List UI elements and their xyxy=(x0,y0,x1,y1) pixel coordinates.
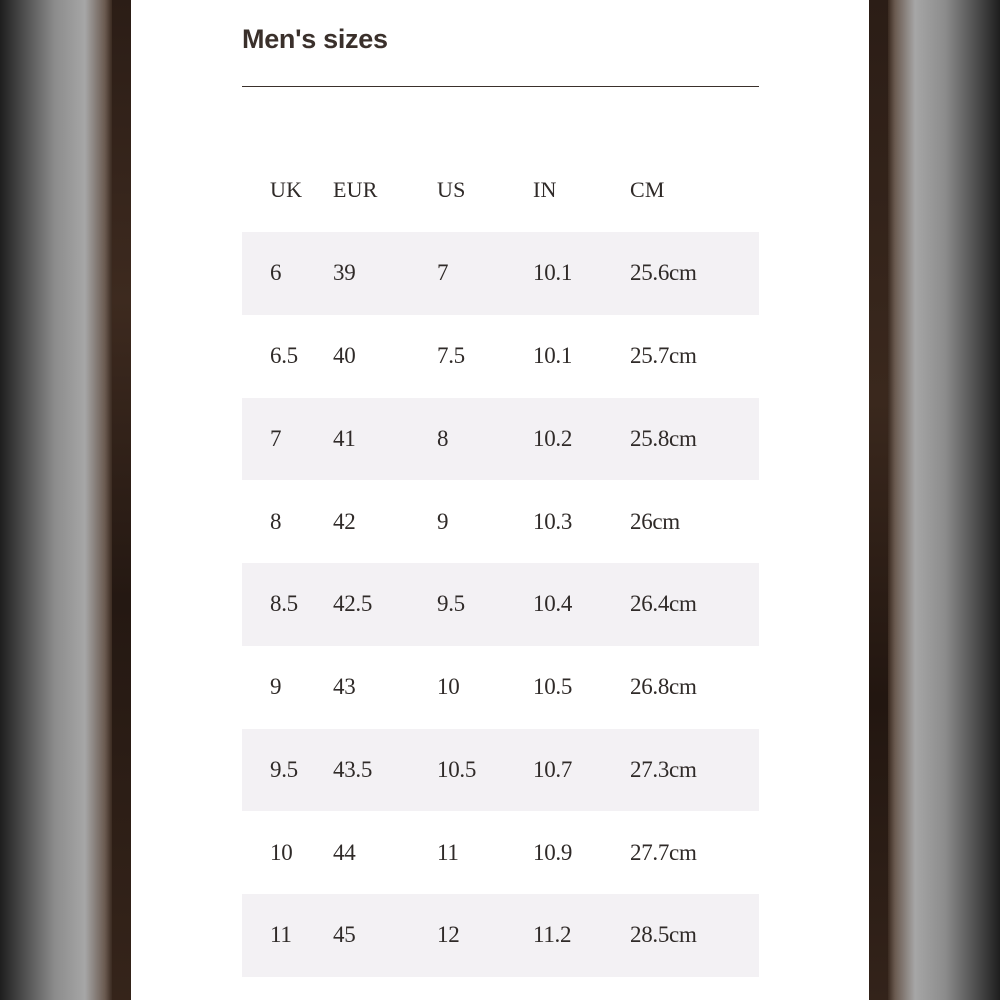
photo-frame-left xyxy=(112,0,131,1000)
cell-eur: 45 xyxy=(333,922,356,948)
cell-uk: 6.5 xyxy=(270,343,298,369)
cell-uk: 9.5 xyxy=(270,756,298,782)
cell-eur: 43.5 xyxy=(333,756,373,782)
cell-in: 10.2 xyxy=(533,425,573,451)
cell-cm: 27.7cm xyxy=(630,839,697,865)
cell-in: 10.1 xyxy=(533,260,573,286)
table-row xyxy=(242,315,759,398)
column-header-eur: EUR xyxy=(333,177,378,202)
cell-us: 7 xyxy=(437,260,449,286)
table-row xyxy=(242,646,759,729)
table-row xyxy=(242,398,759,481)
size-guide-card xyxy=(131,0,869,1000)
cell-eur: 42.5 xyxy=(333,591,373,617)
column-header-uk: UK xyxy=(270,177,303,202)
cell-uk: 9 xyxy=(270,674,282,700)
cell-uk: 7 xyxy=(270,425,282,451)
cell-us: 12 xyxy=(437,922,460,948)
cell-eur: 43 xyxy=(333,674,356,700)
cell-us: 7.5 xyxy=(437,343,465,369)
cell-uk: 8 xyxy=(270,508,282,534)
table-row xyxy=(242,729,759,812)
page-title: Men's sizes xyxy=(242,24,388,54)
cell-cm: 25.6cm xyxy=(630,260,697,286)
table-row xyxy=(242,811,759,894)
cell-us: 11 xyxy=(437,839,459,865)
cell-us: 9 xyxy=(437,508,449,534)
column-header-us: US xyxy=(437,177,466,202)
cell-in: 10.5 xyxy=(533,674,573,700)
cell-cm: 27.3cm xyxy=(630,756,697,782)
cell-eur: 44 xyxy=(333,839,356,865)
cell-us: 8 xyxy=(437,425,449,451)
title-divider xyxy=(242,86,759,87)
cell-cm: 25.7cm xyxy=(630,343,697,369)
cell-in: 10.9 xyxy=(533,839,573,865)
cell-in: 10.4 xyxy=(533,591,573,617)
cell-uk: 10 xyxy=(270,839,293,865)
cell-us: 10 xyxy=(437,674,460,700)
photo-frame-right xyxy=(869,0,888,1000)
column-header-cm: CM xyxy=(630,177,665,202)
table-row xyxy=(242,232,759,315)
cell-cm: 28.5cm xyxy=(630,922,697,948)
cell-eur: 40 xyxy=(333,343,356,369)
size-table xyxy=(242,148,759,977)
cell-in: 10.7 xyxy=(533,756,573,782)
cell-cm: 26.8cm xyxy=(630,674,697,700)
cell-cm: 25.8cm xyxy=(630,425,697,451)
table-header-row xyxy=(242,148,759,232)
cell-uk: 11 xyxy=(270,922,292,948)
cell-uk: 6 xyxy=(270,260,282,286)
cell-us: 9.5 xyxy=(437,591,465,617)
cell-eur: 42 xyxy=(333,508,356,534)
table-row xyxy=(242,894,759,977)
cell-eur: 39 xyxy=(333,260,356,286)
cell-us: 10.5 xyxy=(437,756,477,782)
cell-cm: 26.4cm xyxy=(630,591,697,617)
cell-in: 10.1 xyxy=(533,343,573,369)
cell-uk: 8.5 xyxy=(270,591,298,617)
table-row xyxy=(242,480,759,563)
cell-cm: 26cm xyxy=(630,508,680,534)
cell-in: 10.3 xyxy=(533,508,573,534)
table-body xyxy=(242,232,759,977)
table-row xyxy=(242,563,759,646)
cell-eur: 41 xyxy=(333,425,356,451)
cell-in: 11.2 xyxy=(533,922,572,948)
column-header-in: IN xyxy=(533,177,557,202)
